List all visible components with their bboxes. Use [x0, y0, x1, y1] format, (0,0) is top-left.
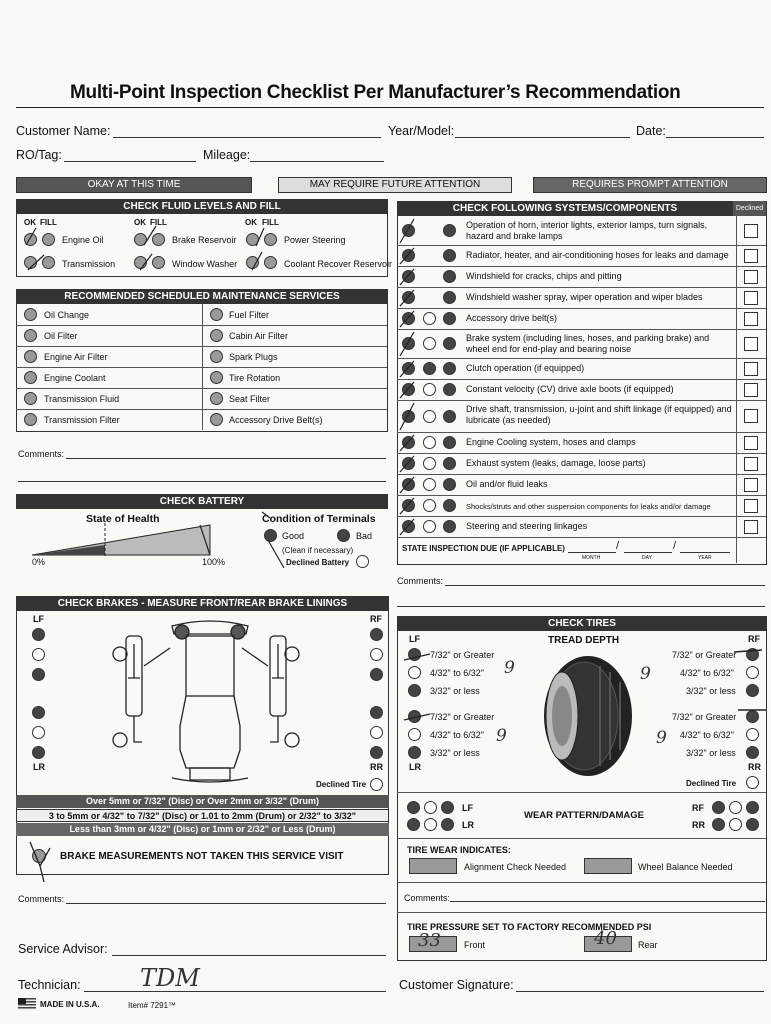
wear-rr-label: RR [692, 820, 705, 830]
system-item-label: Steering and steering linkages [466, 521, 588, 531]
legend-okay: OKAY AT THIS TIME [16, 177, 252, 193]
fluid-fill-label: FILL [150, 218, 167, 227]
tire-depth-label: 3/32" or less [686, 686, 736, 696]
brake-rr-label: RR [370, 762, 383, 772]
wear-rf-good[interactable] [712, 801, 725, 814]
system-item-label: Accessory drive belt(s) [466, 313, 558, 323]
item-number: Item# 7291™ [128, 1001, 177, 1010]
legend-prompt: REQUIRES PROMPT ATTENTION [533, 177, 767, 193]
maintenance-item: Accessory Drive Belt(s) [229, 415, 323, 425]
maintenance-item: Transmission Fluid [44, 394, 120, 404]
wear-rr-prompt[interactable] [746, 818, 759, 831]
rear-psi-value: 40 [594, 928, 617, 949]
wear-lf-future[interactable] [424, 801, 437, 814]
tire-rf-label: RF [748, 634, 760, 644]
hw-lr-depth: 9 [496, 726, 507, 746]
wear-rf-prompt[interactable] [746, 801, 759, 814]
comments-label: Comments: [18, 449, 65, 459]
tire-depth-label: 4/32" to 6/32" [680, 668, 734, 678]
date-slash: / [673, 540, 677, 552]
month-label: MONTH [582, 555, 601, 561]
alignment-label: Alignment Check Needed [464, 862, 567, 872]
service-advisor-field[interactable] [112, 955, 386, 956]
tires-divider [397, 882, 766, 883]
wear-lr-good[interactable] [407, 818, 420, 831]
day-label: DAY [642, 555, 652, 561]
made-in-usa: MADE IN U.S.A. [40, 1000, 100, 1009]
battery-0-label: 0% [32, 557, 46, 567]
fluid-item-label: Window Washer [172, 259, 238, 269]
wear-lr-future[interactable] [424, 818, 437, 831]
system-item-label: Exhaust system (leaks, damage, loose parts) [466, 458, 646, 468]
wear-lr-prompt[interactable] [441, 818, 454, 831]
comments-label: Comments: [18, 894, 65, 904]
customer-signature-label: Customer Signature: [399, 978, 514, 992]
wear-rr-good[interactable] [712, 818, 725, 831]
technician-field[interactable] [84, 991, 386, 992]
system-item-label: Engine Cooling system, hoses and clamps [466, 437, 636, 447]
fluid-item-label: Brake Reservoir [172, 235, 237, 245]
brakes-header: CHECK BRAKES - MEASURE FRONT/REAR BRAKE LININGS [16, 596, 389, 611]
ro-tag-label: RO/Tag: [16, 148, 62, 162]
brake-comments-field[interactable] [66, 903, 386, 904]
battery-header: CHECK BATTERY [16, 494, 388, 509]
tire-depth-label: 4/32" to 6/32" [430, 730, 484, 740]
hw-lf-depth: 9 [504, 658, 515, 678]
system-item-label: Radiator, heater, and air-conditioning hoses for leaks and damage [466, 250, 729, 260]
brake-rf-label: RF [370, 614, 382, 624]
fluid-item-label: Coolant Recover Reservoir [284, 259, 393, 269]
brake-legend-prompt: Less than 3mm or 4/32" (Disc) or 1mm or 2/32" or Less (Drum) [16, 823, 389, 836]
tire-depth-label: 4/32" to 6/32" [430, 668, 484, 678]
fluid-fill-label: FILL [40, 218, 57, 227]
fluid-item-label: Engine Oil [62, 235, 104, 245]
maintenance-item: Engine Coolant [44, 373, 106, 383]
fluids-header: CHECK FLUID LEVELS AND FILL [16, 199, 388, 214]
tire-comments-field[interactable] [450, 901, 765, 902]
fluid-ok-label: OK [134, 218, 146, 227]
year-model-label: Year/Model: [388, 124, 455, 138]
balance-checkbox[interactable] [584, 858, 632, 874]
tire-pressure-label: TIRE PRESSURE SET TO FACTORY RECOMMENDED PSI [407, 922, 652, 932]
declined-header: Declined [733, 201, 766, 216]
state-inspection-label: STATE INSPECTION DUE (IF APPLICABLE) [402, 544, 565, 553]
tire-depth-label: 7/32" or Greater [430, 712, 495, 722]
maintenance-item: Tire Rotation [229, 373, 281, 383]
system-item-label: Windshield washer spray, wiper operation and wiper blades [466, 292, 703, 302]
terminal-good-label: Good [282, 531, 305, 541]
wear-lf-good[interactable] [407, 801, 420, 814]
technician-label: Technician: [18, 978, 81, 992]
service-advisor-label: Service Advisor: [18, 942, 108, 956]
wear-rr-future[interactable] [729, 818, 742, 831]
brake-legend-good: Over 5mm or 7/32" (Disc) or Over 2mm or 3/32" (Drum) [16, 795, 389, 808]
tires-header: CHECK TIRES [397, 616, 767, 631]
hw-rf-depth: 9 [640, 664, 651, 684]
alignment-checkbox[interactable] [409, 858, 457, 874]
maintenance-item: Oil Change [44, 310, 90, 320]
fluid-item-label: Transmission [62, 259, 116, 269]
brake-declined-label: Declined Tire [316, 780, 367, 789]
system-item-label: Oil and/or fluid leaks [466, 479, 548, 489]
date-label: Date: [636, 124, 666, 138]
front-label: Front [464, 940, 486, 950]
wear-lr-label: LR [462, 820, 474, 830]
comments-label: Comments: [404, 893, 451, 903]
terminals-label: Condition of Terminals [262, 513, 376, 525]
balance-label: Wheel Balance Needed [638, 862, 733, 872]
declined-battery-label: Declined Battery [286, 558, 350, 567]
fluid-item-label: Power Steering [284, 235, 346, 245]
date-slash: / [616, 540, 620, 552]
fluid-ok-label: OK [245, 218, 257, 227]
system-item-label: Constant velocity (CV) drive axle boots (if equipped) [466, 384, 674, 394]
wear-rf-label: RF [692, 803, 704, 813]
tires-divider [397, 838, 766, 839]
system-item-label: Brake system (including lines, hoses, and parking brake) and wheel end for end-play and bearing noise [466, 333, 710, 354]
system-item-label: Shocks/struts and other suspension components for leaks and/or damage [466, 502, 711, 511]
tire-declined-label: Declined Tire [686, 779, 737, 788]
system-item-label: Drive shaft, transmission, u-joint and shift linkage (if equipped) and lubricate (as needed) [466, 404, 732, 425]
state-of-health-label: State of Health [86, 513, 160, 525]
wear-rf-future[interactable] [729, 801, 742, 814]
maintenance-item: Engine Air Filter [44, 352, 108, 362]
system-item-label: Windshield for cracks, chips and pitting [466, 271, 622, 281]
system-item-label: Operation of horn, interior lights, exterior lamps, turn signals, hazard and brake lamps [466, 220, 708, 241]
legend-future: MAY REQUIRE FUTURE ATTENTION [278, 177, 512, 193]
clean-note: (Clean if necessary) [282, 546, 354, 555]
maintenance-item: Seat Filter [229, 394, 271, 404]
system-item-label: Clutch operation (if equipped) [466, 363, 585, 373]
technician-signature: TDM [140, 964, 200, 992]
tire-depth-label: 7/32" or Greater [430, 650, 495, 660]
flag-canton [18, 998, 26, 1004]
front-psi-value: 33 [418, 930, 441, 951]
mileage-label: Mileage: [203, 148, 251, 162]
tire-rr-label: RR [748, 762, 761, 772]
tire-depth-label: 7/32" or Greater [672, 712, 737, 722]
brake-not-taken-label: BRAKE MEASUREMENTS NOT TAKEN THIS SERVICE VISIT [60, 851, 344, 862]
terminal-bad-label: Bad [356, 531, 373, 541]
tire-depth-label: 3/32" or less [430, 686, 480, 696]
battery-100-label: 100% [202, 557, 226, 567]
maintenance-item: Spark Plugs [229, 352, 278, 362]
customer-name-label: Customer Name: [16, 124, 111, 138]
fluid-fill-label: FILL [262, 218, 279, 227]
maintenance-header: RECOMMENDED SCHEDULED MAINTENANCE SERVICES [16, 289, 388, 304]
maintenance-item: Fuel Filter [229, 310, 270, 320]
year-label: YEAR [698, 555, 712, 561]
customer-signature-field[interactable] [516, 991, 764, 992]
tire-depth-label: 3/32" or less [686, 748, 736, 758]
hw-rr-depth: 9 [656, 728, 667, 748]
brake-legend-future: 3 to 5mm or 4/32" to 7/32" (Disc) or 1.01 to 2mm (Drum) or 2/32" to 3/32" [16, 809, 389, 822]
tire-depth-label: 3/32" or less [430, 748, 480, 758]
wear-lf-prompt[interactable] [441, 801, 454, 814]
wear-pattern-label: WEAR PATTERN/DAMAGE [524, 810, 644, 821]
tread-depth-label: TREAD DEPTH [548, 635, 620, 646]
tire-lr-label: LR [409, 762, 421, 772]
brake-lf-label: LF [33, 614, 44, 624]
maintenance-item: Transmission Filter [44, 415, 120, 425]
systems-header: CHECK FOLLOWING SYSTEMS/COMPONENTS [397, 201, 733, 216]
tire-depth-label: 4/32" to 6/32" [680, 730, 734, 740]
brake-lr-label: LR [33, 762, 45, 772]
tire-wear-indicates-label: TIRE WEAR INDICATES: [407, 845, 511, 855]
maintenance-item: Oil Filter [44, 331, 78, 341]
comments-label: Comments: [397, 576, 444, 586]
tire-depth-label: 7/32" or Greater [672, 650, 737, 660]
page-title: Multi-Point Inspection Checklist Per Manufacturer’s Recommendation [70, 82, 681, 103]
tires-divider [397, 912, 766, 913]
wear-lf-label: LF [462, 803, 473, 813]
rear-label: Rear [638, 940, 658, 950]
fluid-ok-label: OK [24, 218, 36, 227]
maintenance-item: Cabin Air Filter [229, 331, 289, 341]
tire-lf-label: LF [409, 634, 420, 644]
